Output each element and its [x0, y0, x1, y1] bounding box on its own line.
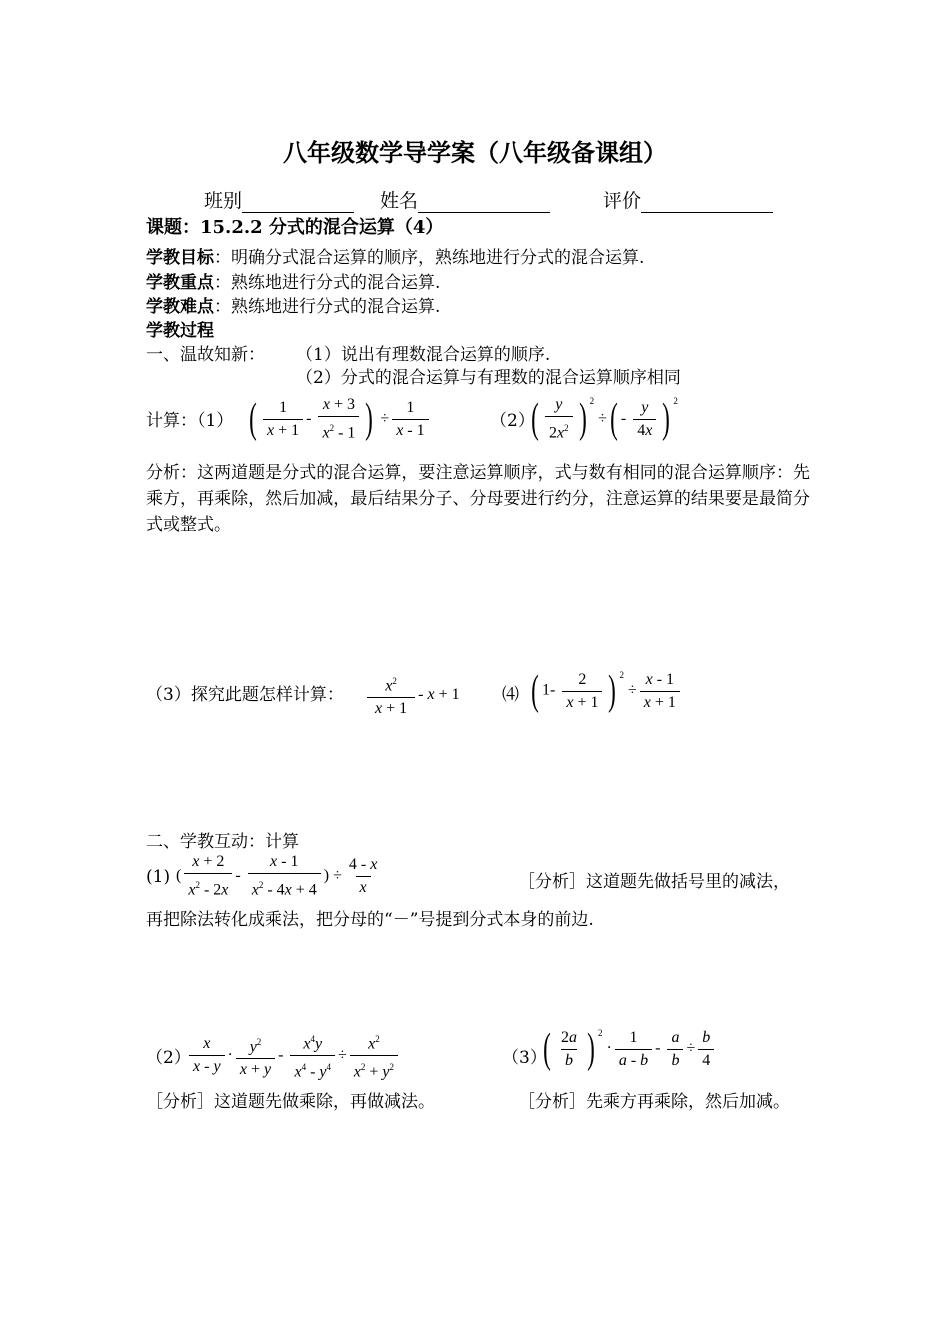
key-text: ：熟练地进行分式的混合运算. [214, 273, 441, 293]
problem-1-analysis-cont: 再把除法转化成乘法，把分母的“－”号提到分式本身的前边. [146, 910, 594, 930]
problem-3-expression: ( $\frac{2a}{b}$ ) $^2$ · $\frac{1}{a - b}$ - $\frac{a}{b}$ ÷ $\frac{b}{4}$ [540, 1028, 717, 1070]
goal-line [146, 243, 644, 268]
problem-3-label: （3） [502, 1048, 547, 1068]
goal-label: 学教目标 [146, 248, 214, 268]
calc-label: 计算：（1） [146, 411, 234, 431]
difficulty-label: 学教难点 [146, 297, 214, 317]
item-3-expression: $\frac{x^2}{x + 1}$ - x + 1 [364, 672, 460, 718]
goal-text: ：明确分式混合运算的顺序，熟练地进行分式的混合运算. [214, 248, 645, 268]
review-item-2: （2）分式的混合运算与有理数的混合运算顺序相同 [296, 368, 681, 388]
item-4-expression: ( 1- $\frac{2}{x + 1}$ ) $^2$ ÷ $\frac{x - 1}{x + 1}$ [528, 670, 683, 712]
problem-2-expression: $\frac{x}{x - y}$ · $\frac{y^2}{x + y}$ - $\frac{x^4y}{x^4 - y^4}$ ÷ $\frac{x^2}{x^2 + y^2}$ [186, 1030, 401, 1082]
name-label: 姓名 [380, 190, 419, 212]
problem-2-label: （2） [146, 1048, 191, 1068]
name-field [380, 186, 550, 213]
class-field [204, 186, 354, 213]
problem-2-analysis: ［分析］这道题先做乘除，再做减法。 [146, 1092, 435, 1112]
name-blank [418, 192, 550, 213]
review-item-3-label: （3）探究此题怎样计算： [146, 685, 344, 705]
review-analysis: 分析：这两道题是分式的混合运算，要注意运算顺序，式与数有相同的混合运算顺序：先乘方，再乘除，然后加减，最后结果分子、分母要进行约分，注意运算的结果要是最简分式或整式。 [146, 463, 810, 535]
problem-1-analysis: ［分析］这道题先做括号里的减法， [518, 872, 790, 892]
review-heading: 一、温故知新： [146, 345, 265, 365]
process-heading: 学教过程 [146, 321, 214, 341]
calc-1-expression: ( $\frac{1}{x + 1}$ - $\frac{x + 3}{x^2 - 1}$ ) ÷ $\frac{1}{x - 1}$ [246, 396, 432, 442]
grade-blank [641, 192, 773, 213]
class-label: 班别 [204, 190, 243, 212]
grade-field [603, 186, 773, 213]
class-blank [242, 192, 354, 213]
difficulty-text: ：熟练地进行分式的混合运算. [214, 297, 441, 317]
grade-label: 评价 [603, 190, 642, 212]
calc-2-label: （2） [490, 411, 535, 431]
key-label: 学教重点 [146, 273, 214, 293]
problem-1-expression: ( $\frac{x + 2}{x^2 - 2x}$ - $\frac{x - 1}{x^2 - 4x + 4}$ ) ÷ $\frac{4 - x}{x}$ [176, 853, 378, 899]
key-line [146, 268, 440, 293]
review-item-1: （1）说出有理数混合运算的顺序. [296, 345, 551, 365]
page-title: 八年级数学导学案（八年级备课组） [283, 138, 667, 167]
review-item-4-label: ⑷ [502, 685, 519, 705]
problem-1-label: (1) [146, 867, 171, 887]
problem-3-analysis: ［分析］先乘方再乘除，然后加减。 [518, 1092, 790, 1112]
interaction-heading: 二、学教互动：计算 [146, 832, 299, 852]
calc-2-expression: ( $\frac{y}{2x^2}$ ) $^2$ ÷( - $\frac{y}{4x}$ ) $^2$ [531, 396, 678, 443]
difficulty-line [146, 292, 440, 317]
lesson-topic: 课题：15.2.2 分式的混合运算（4） [146, 217, 444, 238]
